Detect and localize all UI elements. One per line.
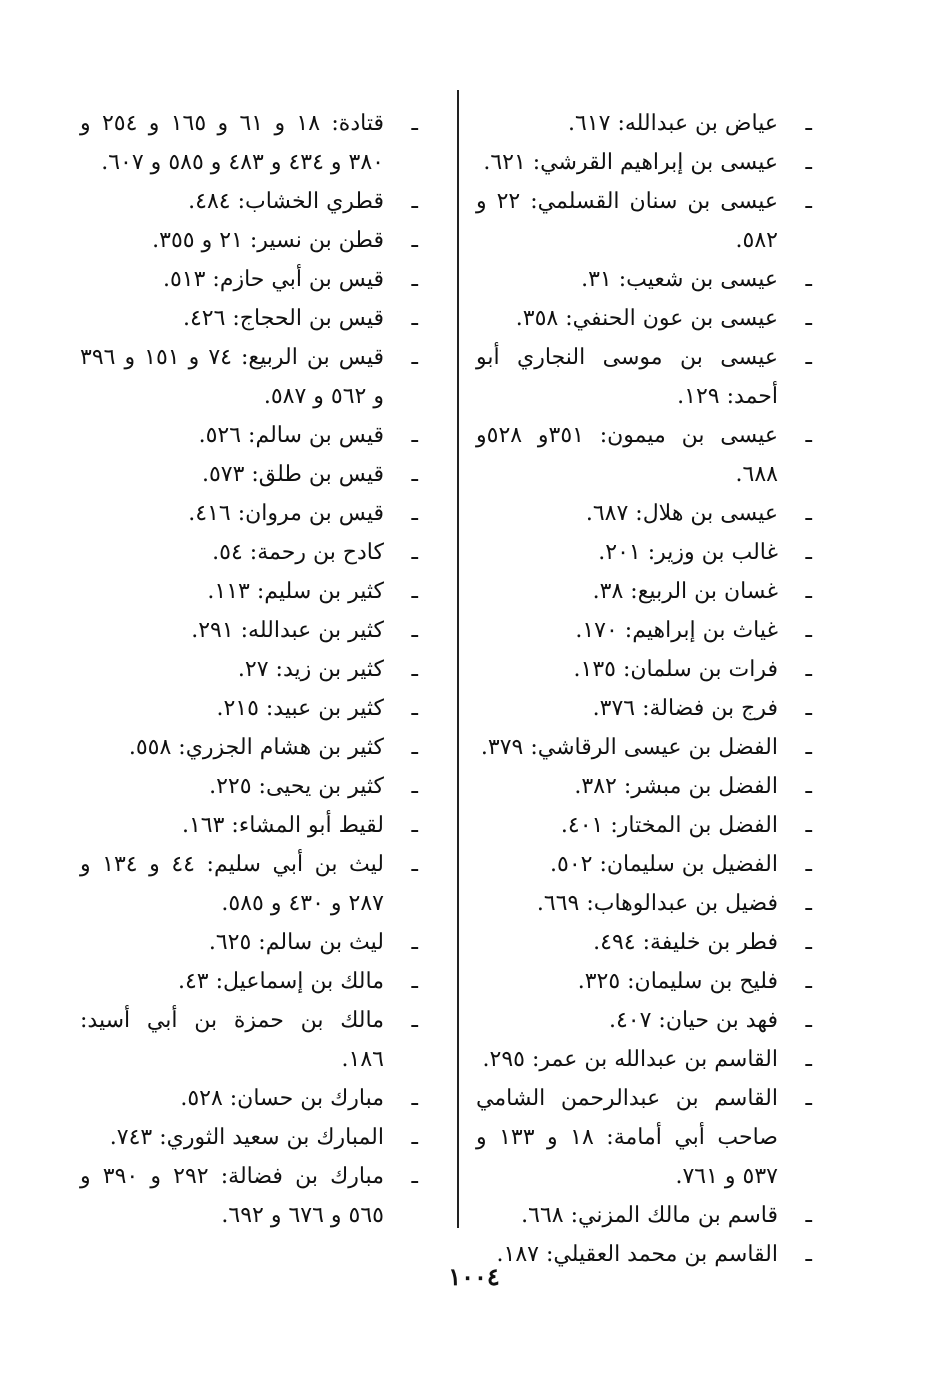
- entry-bullet: ـ: [411, 579, 418, 604]
- index-entry: [476, 1196, 810, 1235]
- entry-text: قيس بن أبي حازم: ٥١٣.: [162, 267, 384, 292]
- entry-bullet: ـ: [805, 696, 812, 721]
- index-entry: [80, 845, 416, 923]
- entry-bullet: ـ: [411, 1008, 418, 1033]
- index-entry: [476, 884, 810, 923]
- entry-text: كثير بن سليم: ١١٣.: [207, 579, 384, 604]
- entry-bullet: ـ: [805, 969, 812, 994]
- entry-bullet: ـ: [411, 501, 418, 526]
- index-entry: [80, 416, 416, 455]
- index-entry: [80, 806, 416, 845]
- entry-text: فضيل بن عبدالوهاب: ٦٦٩.: [536, 891, 778, 916]
- entry-text: الفضيل بن سليمان: ٥٠٢.: [550, 852, 778, 877]
- index-entry: [476, 767, 810, 806]
- entry-text: قاسم بن مالك المزني: ٦٦٨.: [521, 1203, 778, 1228]
- entry-text: عيسى بن هلال: ٦٨٧.: [585, 501, 778, 526]
- index-entry: [80, 962, 416, 1001]
- entry-text: قتادة: ١٨ و ٦١ و ١٦٥ و ٢٥٤ و ٣٨٠ و ٤٣٤ و ٤٨٣ و ٥٨٥ و ٦٠٧.: [80, 111, 384, 175]
- entry-text: القاسم بن عبدالله بن عمر: ٢٩٥.: [482, 1047, 778, 1072]
- entry-text: مالك بن حمزة بن أبي أسيد: ١٨٦.: [80, 1008, 384, 1072]
- index-entry: [80, 728, 416, 767]
- entry-bullet: ـ: [411, 696, 418, 721]
- index-entry: [476, 143, 810, 182]
- index-entry: [476, 611, 810, 650]
- entry-text: الفضل بن عيسى الرقاشي: ٣٧٩.: [480, 735, 778, 760]
- index-entry: [80, 689, 416, 728]
- entry-text: لقيط أبو المشاء: ١٦٣.: [181, 813, 384, 838]
- index-entry: [476, 533, 810, 572]
- entry-text: عيسى بن سنان القسلمي: ٢٢ و ٥٨٢.: [476, 189, 778, 253]
- entry-bullet: ـ: [805, 540, 812, 565]
- entry-text: عيسى بن عون الحنفي: ٣٥٨.: [515, 306, 778, 331]
- entry-bullet: ـ: [411, 306, 418, 331]
- index-entry: [80, 182, 416, 221]
- entry-text: كثير بن هشام الجزري: ٥٥٨.: [128, 735, 384, 760]
- entry-bullet: ـ: [411, 657, 418, 682]
- index-entry: [476, 572, 810, 611]
- entry-text: كثير بن عبيد: ٢١٥.: [216, 696, 384, 721]
- entry-bullet: ـ: [411, 111, 418, 136]
- index-entry: [476, 1040, 810, 1079]
- index-entry: [80, 1157, 416, 1235]
- index-entry: [476, 260, 810, 299]
- index-entry: [80, 650, 416, 689]
- entry-bullet: ـ: [411, 774, 418, 799]
- entry-bullet: ـ: [411, 852, 418, 877]
- entry-bullet: ـ: [805, 891, 812, 916]
- entry-text: عيسى بن موسى النجاري أبو أحمد: ١٢٩.: [476, 345, 778, 409]
- entry-bullet: ـ: [805, 579, 812, 604]
- entry-bullet: ـ: [805, 306, 812, 331]
- entry-bullet: ـ: [805, 501, 812, 526]
- index-entry: [476, 182, 810, 260]
- index-entry: [80, 1118, 416, 1157]
- entry-text: كادح بن رحمة: ٥٤.: [212, 540, 384, 565]
- index-entry: [476, 845, 810, 884]
- entry-bullet: ـ: [805, 930, 812, 955]
- index-entry: [476, 923, 810, 962]
- entry-text: كثير بن زيد: ٢٧.: [237, 657, 384, 682]
- entry-text: الفضل بن مبشر: ٣٨٢.: [574, 774, 778, 799]
- entry-bullet: ـ: [805, 1242, 812, 1267]
- entry-text: فرات بن سلمان: ١٣٥.: [573, 657, 778, 682]
- entry-bullet: ـ: [805, 111, 812, 136]
- index-entry: [476, 104, 810, 143]
- entry-bullet: ـ: [411, 345, 418, 370]
- index-entry: [80, 494, 416, 533]
- index-entry: [80, 611, 416, 650]
- entry-bullet: ـ: [411, 1164, 418, 1189]
- entry-text: غياث بن إبراهيم: ١٧٠.: [575, 618, 778, 643]
- entry-text: قطن بن نسير: ٢١ و ٣٥٥.: [152, 228, 384, 253]
- entry-bullet: ـ: [805, 423, 812, 448]
- entry-text: مبارك بن فضالة: ٢٩٢ و ٣٩٠ و ٥٦٥ و ٦٧٦ و ٦٩٢.: [80, 1164, 384, 1228]
- index-entry: [80, 299, 416, 338]
- index-entry: [80, 221, 416, 260]
- page-number: ١٠٠٤: [448, 1262, 500, 1291]
- entry-text: قيس بن الحجاج: ٤٢٦.: [182, 306, 384, 331]
- entry-bullet: ـ: [411, 1086, 418, 1111]
- entry-text: فهد بن حيان: ٤٠٧.: [608, 1008, 778, 1033]
- entry-bullet: ـ: [805, 618, 812, 643]
- index-entry: [476, 416, 810, 494]
- entry-text: ليث بن أبي سليم: ٤٤ و ١٣٤ و ٢٨٧ و ٤٣٠ و ٥٨٥.: [80, 852, 384, 916]
- entry-text: غسان بن الربيع: ٣٨.: [592, 579, 778, 604]
- entry-bullet: ـ: [411, 267, 418, 292]
- entry-bullet: ـ: [411, 1125, 418, 1150]
- entry-bullet: ـ: [411, 813, 418, 838]
- entry-bullet: ـ: [411, 228, 418, 253]
- entry-text: غالب بن وزير: ٢٠١.: [598, 540, 778, 565]
- index-entry: [80, 260, 416, 299]
- index-entry: [80, 1001, 416, 1079]
- entry-text: قيس بن طلق: ٥٧٣.: [201, 462, 384, 487]
- index-entry: [80, 572, 416, 611]
- index-entry: [476, 494, 810, 533]
- left-column: [80, 104, 416, 1235]
- entry-bullet: ـ: [411, 930, 418, 955]
- entry-text: عيسى بن شعيب: ٣١.: [581, 267, 778, 292]
- index-entry: [80, 1079, 416, 1118]
- entry-bullet: ـ: [411, 462, 418, 487]
- index-entry: [476, 689, 810, 728]
- column-divider: [457, 90, 459, 1228]
- index-entry: [80, 767, 416, 806]
- entry-text: قيس بن سالم: ٥٢٦.: [198, 423, 384, 448]
- entry-bullet: ـ: [411, 618, 418, 643]
- entry-bullet: ـ: [411, 969, 418, 994]
- entry-text: كثير بن يحيى: ٢٢٥.: [209, 774, 384, 799]
- entry-bullet: ـ: [805, 774, 812, 799]
- entry-text: عيسى بن إبراهيم القرشي: ٦٢١.: [483, 150, 778, 175]
- entry-text: مالك بن إسماعيل: ٤٣.: [177, 969, 384, 994]
- entry-text: فليح بن سليمان: ٣٢٥.: [577, 969, 778, 994]
- index-entry: [476, 806, 810, 845]
- index-entry: [476, 338, 810, 416]
- index-entry: [80, 338, 416, 416]
- entry-bullet: ـ: [805, 345, 812, 370]
- entry-bullet: ـ: [805, 267, 812, 292]
- entry-text: عيسى بن ميمون: ٣٥١و ٥٢٨و ٦٨٨.: [476, 423, 778, 487]
- index-entry: [476, 728, 810, 767]
- index-entry: [80, 923, 416, 962]
- entry-text: قيس بن مروان: ٤١٦.: [188, 501, 384, 526]
- entry-bullet: ـ: [805, 852, 812, 877]
- index-entry: [80, 104, 416, 182]
- entry-bullet: ـ: [411, 540, 418, 565]
- entry-bullet: ـ: [805, 1047, 812, 1072]
- entry-bullet: ـ: [411, 189, 418, 214]
- index-entry: [80, 533, 416, 572]
- index-entry: [476, 650, 810, 689]
- index-entry: [476, 962, 810, 1001]
- entry-text: الفضل بن المختار: ٤٠١.: [560, 813, 778, 838]
- entry-text: عياض بن عبدالله: ٦١٧.: [568, 111, 778, 136]
- right-column: [476, 104, 810, 1274]
- index-entry: [476, 299, 810, 338]
- entry-bullet: ـ: [805, 813, 812, 838]
- entry-text: فطر بن خليفة: ٤٩٤.: [593, 930, 778, 955]
- entry-bullet: ـ: [805, 657, 812, 682]
- entry-bullet: ـ: [805, 735, 812, 760]
- entry-text: المبارك بن سعيد الثوري: ٧٤٣.: [109, 1125, 384, 1150]
- entry-bullet: ـ: [411, 735, 418, 760]
- entry-text: القاسم بن محمد العقيلي: ١٨٧.: [496, 1242, 778, 1267]
- entry-text: فرج بن فضالة: ٣٧٦.: [592, 696, 778, 721]
- entry-bullet: ـ: [805, 1203, 812, 1228]
- index-entry: [476, 1001, 810, 1040]
- entry-text: كثير بن عبدالله: ٢٩١.: [191, 618, 384, 643]
- entry-text: القاسم بن عبدالرحمن الشامي صاحب أبي أمامة: ١٨ و ١٣٣ و ٥٣٧ و ٧٦١.: [476, 1086, 778, 1189]
- entry-bullet: ـ: [805, 1008, 812, 1033]
- index-entry: [80, 455, 416, 494]
- entry-bullet: ـ: [805, 1086, 812, 1111]
- entry-bullet: ـ: [805, 189, 812, 214]
- entry-text: قيس بن الربيع: ٧٤ و ١٥١ و ٣٩٦ و ٥٦٢ و ٥٨٧.: [80, 345, 384, 409]
- entry-bullet: ـ: [411, 423, 418, 448]
- index-entry: [476, 1079, 810, 1196]
- entry-text: مبارك بن حسان: ٥٢٨.: [180, 1086, 384, 1111]
- entry-bullet: ـ: [805, 150, 812, 175]
- entry-text: ليث بن سالم: ٦٢٥.: [208, 930, 384, 955]
- entry-text: قطري الخشاب: ٤٨٤.: [188, 189, 384, 214]
